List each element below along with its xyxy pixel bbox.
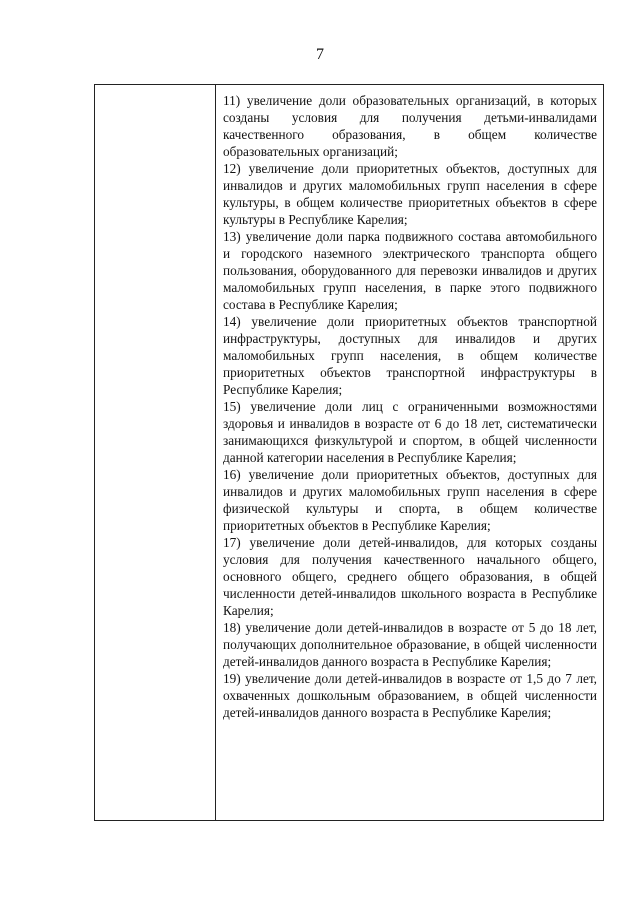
list-item-16: 16) увеличение доли приоритетных объектов, доступных для инвалидов и других маломобильных групп населения в сфере физической культуры и спорта, в общем количестве приоритетных объектов в Республике Карелия; [223,467,597,533]
list-item-11: 11) увеличение доли образовательных организаций, в которых созданы условия для получения детьми-инвалидами качественного образования, в общем количестве образовательных организаций; [223,93,597,159]
document-table [94,84,604,821]
list-item-15: 15) увеличение доли лиц с ограниченными возможностями здоровья и инвалидов в возрасте от 6 до 18 лет, систематически занимающихся физкультурой и спортом, в общей численности данной категории населения в Республике Карелия; [223,399,597,465]
table-left-cell [95,85,216,820]
list-item-14: 14) увеличение доли приоритетных объектов транспортной инфраструктуры, доступных для инвалидов и других маломобильных групп населения, в общем количестве приоритетных объектов транспортной инфраструктуры в Республике Карелия; [223,314,597,397]
list-item-13: 13) увеличение доли парка подвижного состава автомобильного и городского наземного электрического транспорта общего пользования, оборудованного для перевозки инвалидов и других маломобильных групп населения, в парке этого подвижного состава в Республике Карелия; [223,229,597,312]
list-item-17: 17) увеличение доли детей-инвалидов, для которых созданы условия для получения качественного начального общего, основного общего, среднего общего образования, в общей численности детей-инвалидов школьного возраста в Республике Карелия; [223,535,597,618]
list-item-18: 18) увеличение доли детей-инвалидов в возрасте от 5 до 18 лет, получающих дополнительное образование, в общей численности детей-инвалидов данного возраста в Республике Карелия; [223,620,597,669]
page-number: 7 [316,46,324,63]
table-right-cell [216,85,603,820]
list-item-19: 19) увеличение доли детей-инвалидов в возрасте от 1,5 до 7 лет, охваченных дошкольным образованием, в общей численности детей-инвалидов данного возраста в Республике Карелия; [223,671,597,720]
list-item-12: 12) увеличение доли приоритетных объектов, доступных для инвалидов и других маломобильных групп населения в сфере культуры, в общем количестве приоритетных объектов в сфере культуры в Республике Карелия; [223,161,597,227]
